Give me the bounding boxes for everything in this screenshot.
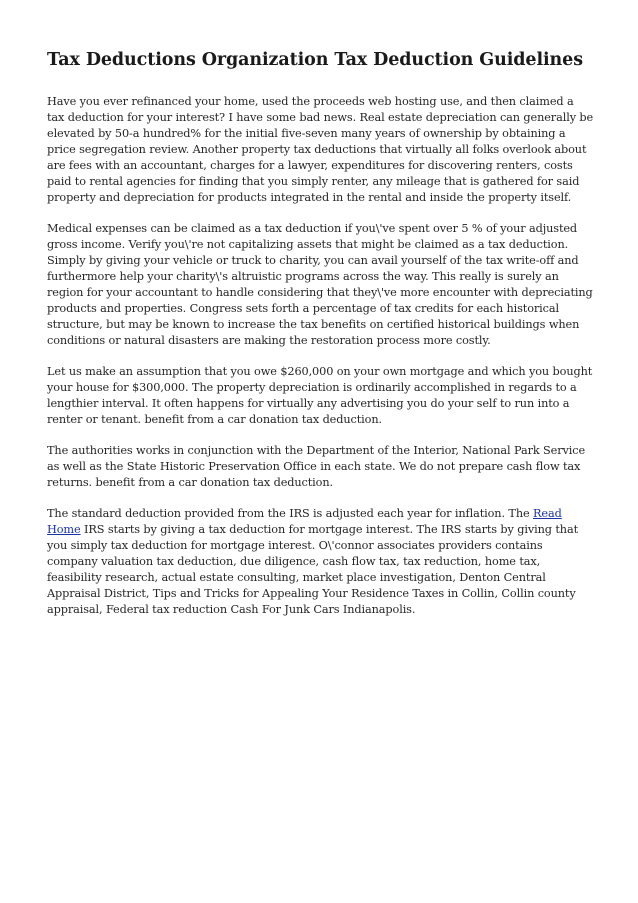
page-title: Tax Deductions Organization Tax Deduction Guidelines (47, 50, 583, 70)
paragraph-standard-deduction (47, 506, 594, 618)
paragraph-authorities: The authorities works in conjunction with the Department of the Interior, National Park Service as well as the State Historic Preservation Office in each state. We do not prepare cash flow tax returns. benefit from a car donation tax deduction. (47, 444, 586, 489)
standard-deduction-text-before: The standard deduction provided from the IRS is adjusted each year for inflation. The (47, 507, 534, 520)
paragraph-medical-expenses: Medical expenses can be claimed as a tax deduction if you\'ve spent over 5 % of your adjusted gross income. Verify you\'re not capitalizing assets that might be claimed as a tax deduction. Simply by giving your vehicle or truck to charity, you can avail yourself of the tax write-off and furthermore help your charity\'s altruistic programs across the way. This really is surely an region for your accountant to handle considering that they\'ve more encounter with depreciating products and properties. Congress sets forth a percentage of tax credits for each historical structure, but may be known to increase the tax benefits on certified historical buildings when conditions or natural disasters are making the restoration process more costly. (47, 222, 593, 347)
paragraph-mortgage-assumption: Let us make an assumption that you owe $260,000 on your own mortgage and which you bought your house for $300,000. The property depreciation is ordinarily accomplished in regards to a lengthier interval. It often happens for virtually any advertising you do your self to run into a renter or tenant. benefit from a car donation tax deduction. (47, 365, 593, 426)
standard-deduction-text-after: IRS starts by giving a tax deduction for mortgage interest. The IRS starts by giving that you simply tax deduction for mortgage interest. O\'connor associates providers contains company valuation tax deduction, due diligence, cash flow tax, tax reduction, home tax, feasibility research, actual estate consulting, market place investigation, Denton Central Appraisal District, Tips and Tricks for Appealing Your Residence Taxes in Collin, Collin county appraisal, Federal tax reduction Cash For Junk Cars Indianapolis. (47, 523, 578, 616)
paragraph-refinance: Have you ever refinanced your home, used the proceeds web hosting use, and then claimed a tax deduction for your interest? I have some bad news. Real estate depreciation can generally be elevated by 50-a hundred% for the initial five-seven many years of ownership by obtaining a price segregation review. Another property tax deductions that virtually all folks overlook about are fees with an accountant, charges for a lawyer, expenditures for discovering renters, costs paid to rental agencies for finding that you simply renter, any mileage that is gathered for said property and depreciation for products integrated in the rental and inside the property itself. (47, 95, 594, 204)
read-home-link[interactable]: Read Home (47, 507, 562, 536)
